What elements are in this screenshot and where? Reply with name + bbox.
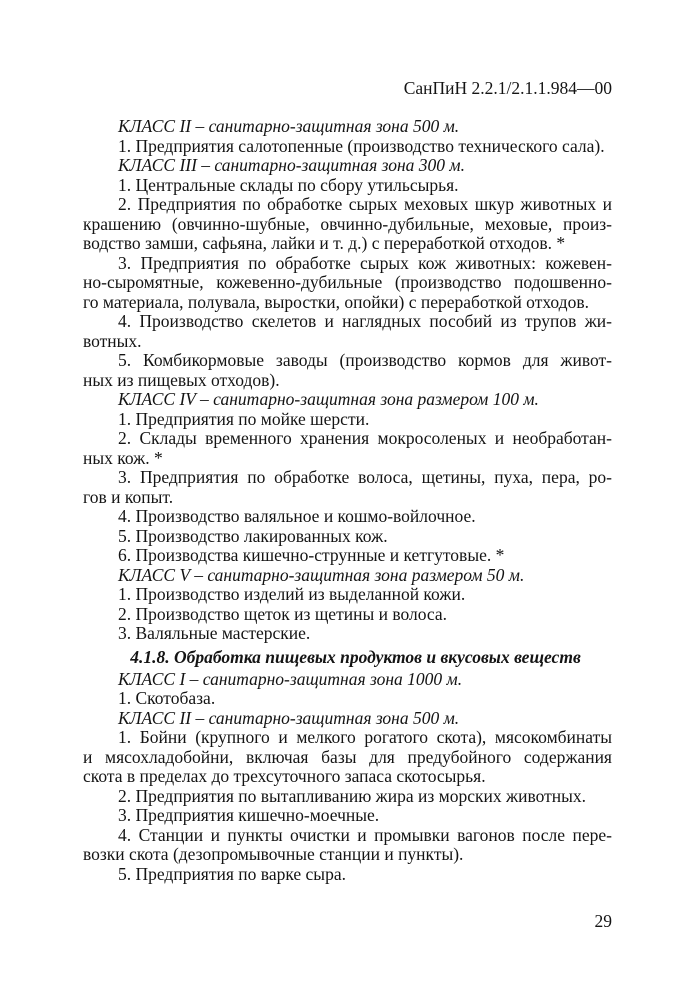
class-v-block: [83, 566, 612, 644]
item-line: 1. Скотобаза.: [118, 688, 216, 708]
list-item: [83, 527, 612, 547]
list-item: [83, 468, 612, 507]
item-line: 2. Предприятия по вытапливанию жира из морских животных.: [118, 785, 586, 806]
class-heading: КЛАСС I – санитарно-защитная зона 1000 м.: [118, 668, 463, 689]
item-line: 3. Валяльные мастерские.: [118, 623, 311, 643]
page-number: 29: [594, 911, 612, 931]
item-line: гов и копыт.: [83, 486, 174, 507]
item-line: 1. Центральные склады по сбору утильсырья.: [118, 174, 459, 195]
running-header: СанПиН 2.2.1/2.1.1.984—00: [403, 78, 612, 98]
item-line: 1. Предприятия по мойке шерсти.: [118, 408, 370, 429]
list-item: [83, 507, 612, 527]
list-item: [83, 254, 612, 313]
item-line: 5. Комбикормовые заводы (производство кормов для живот-: [118, 350, 612, 370]
item-line: 2. Производство щеток из щетины и волоса.: [118, 603, 448, 624]
list-item: [83, 585, 612, 605]
item-line: скота в пределах до трехсуточного запаса скотосырья.: [83, 766, 486, 786]
document-body: [83, 117, 612, 884]
class-heading: КЛАСС IV – санитарно-защитная зона размером 100 м.: [118, 389, 539, 409]
class-iv-block: [83, 390, 612, 566]
item-line: водство замши, сафьяна, лайки и т. д.) с переработкой отходов. *: [83, 233, 566, 253]
class-heading: КЛАСС II – санитарно-защитная зона 500 м.: [118, 707, 460, 728]
item-line: 3. Предприятия кишечно-моечные.: [118, 805, 380, 825]
item-line: 4. Производство валяльное и кошмо-войлочное.: [118, 506, 476, 526]
list-item: [83, 429, 612, 468]
list-item: [83, 689, 612, 709]
item-line: 2. Склады временного хранения мокросоленых и необработан-: [118, 428, 612, 448]
item-line: 4. Станции и пункты очистки и промывки вагонов после пере-: [118, 824, 612, 845]
class-heading: КЛАСС III – санитарно-защитная зона 300 м.: [118, 155, 465, 175]
list-item: [83, 787, 612, 807]
item-line: но-сыромятные, кожевенно-дубильные (производство подошвенно-: [83, 272, 612, 292]
list-item: [83, 176, 612, 196]
list-item: [83, 826, 612, 865]
list-item: [83, 137, 612, 157]
list-item: [83, 624, 612, 644]
section-4-1-8-class-ii-block: [83, 709, 612, 885]
list-item: [83, 865, 612, 885]
list-item: [83, 546, 612, 566]
list-item: [83, 410, 612, 430]
item-line: возки скота (дезопромывочные станции и пункты).: [83, 844, 464, 864]
class-heading: КЛАСС V – санитарно-защитная зона размером 50 м.: [118, 564, 525, 585]
list-item: [83, 806, 612, 826]
section-4-1-8-class-i-block: [83, 670, 612, 709]
list-item: [83, 728, 612, 787]
item-line: 5. Предприятия по варке сыра.: [118, 863, 346, 884]
item-line: 1. Производство изделий из выделанной кожи.: [118, 584, 466, 604]
item-line: 1. Бойни (крупного и мелкого рогатого скота), мясокомбинаты: [118, 727, 612, 747]
list-item: [83, 195, 612, 254]
item-line: 5. Производство лакированных кож.: [118, 525, 388, 546]
item-line: го материала, полувала, выростки, опойки) с переработкой отходов.: [83, 291, 589, 312]
item-line: крашению (овчинно-шубные, овчинно-дубильные, меховые, произ-: [83, 213, 612, 234]
item-line: 6. Производства кишечно-струнные и кетгутовые. *: [118, 545, 505, 565]
class-iii-block: [83, 156, 612, 390]
section-heading: 4.1.8. Обработка пищевых продуктов и вкусовых веществ: [130, 646, 581, 667]
item-line: вотных.: [83, 330, 142, 351]
item-line: 3. Предприятия по обработке сырых кож животных: кожевен-: [118, 252, 612, 273]
class-ii-block: [83, 117, 612, 156]
list-item: [83, 312, 612, 351]
list-item: [83, 605, 612, 625]
class-heading: КЛАСС II – санитарно-защитная зона 500 м.: [118, 116, 460, 136]
item-line: 2. Предприятия по обработке сырых меховых шкур животных и: [118, 194, 612, 214]
item-line: 4. Производство скелетов и наглядных пособий из трупов жи-: [118, 311, 612, 331]
item-line: и мясохладобойни, включая базы для предубойного содержания: [83, 746, 612, 767]
item-line: 3. Предприятия по обработке волоса, щетины, пуха, пера, ро-: [118, 467, 612, 487]
list-item: [83, 351, 612, 390]
item-line: ных кож. *: [83, 447, 163, 468]
item-line: 1. Предприятия салотопенные (производство технического сала).: [118, 135, 605, 156]
item-line: ных из пищевых отходов).: [83, 369, 280, 390]
